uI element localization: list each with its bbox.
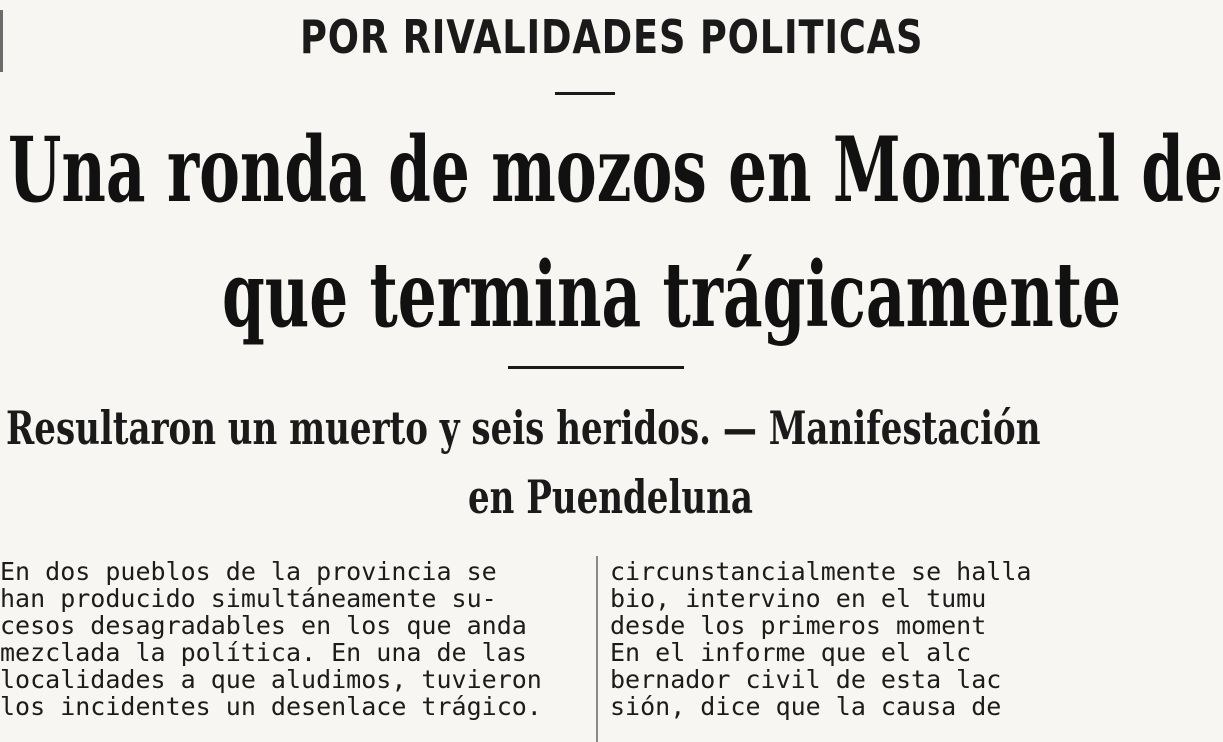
headline-line-1: Una ronda de mozos en Monreal de <box>8 117 1223 223</box>
body-line: En dos pueblos de la provincia se <box>0 557 497 586</box>
body-line: mezclada la política. En una de las <box>0 638 527 667</box>
body-line: han producido simultáneamente su- <box>0 584 497 613</box>
body-column-right <box>610 557 1032 721</box>
body-line: En el informe que el alc <box>610 638 972 667</box>
body-line: cesos desagradables en los que anda <box>0 611 527 640</box>
body-line: los incidentes un desenlace trágico. <box>0 692 542 721</box>
body-line: bernador civil de esta lac <box>610 665 1002 694</box>
body-line: bio, intervino en el tumu <box>610 584 987 613</box>
body-line: localidades a que aludimos, tuvieron <box>0 665 542 694</box>
page-edge-mark <box>0 10 3 72</box>
body-line: desde los primeros moment <box>610 611 987 640</box>
body-line: sión, dice que la causa de <box>610 692 1002 721</box>
subheadline-line-1: Resultaron un muerto y seis heridos. — Manifestación <box>6 401 1041 455</box>
body-line: circunstancialmente se halla <box>610 557 1032 586</box>
kicker: POR RIVALIDADES POLITICAS <box>300 10 924 64</box>
column-divider <box>596 556 598 742</box>
subheadline-line-2: en Puendeluna <box>468 470 753 524</box>
headline-rule <box>508 366 684 369</box>
headline-line-2: que termina trágicamente <box>222 242 1121 348</box>
body-column-left <box>0 558 588 720</box>
kicker-rule <box>555 92 615 95</box>
